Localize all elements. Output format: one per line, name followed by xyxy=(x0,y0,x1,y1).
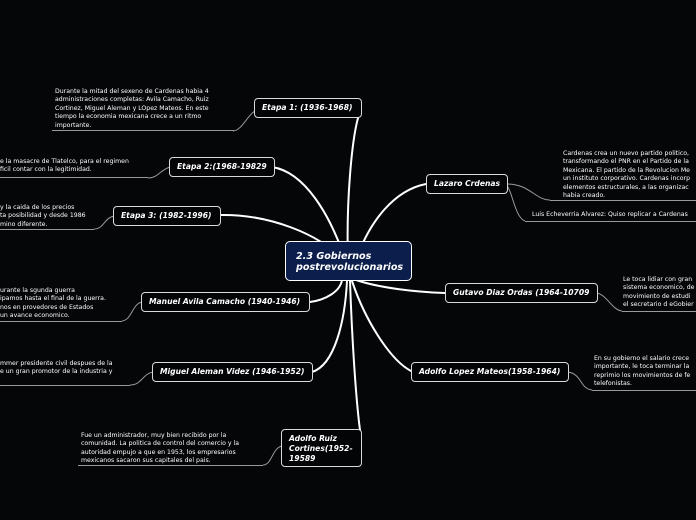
branch-label: Etapa 2:(1968-19829 xyxy=(177,162,267,171)
central-topic-line-1: 2.3 Gobiernos xyxy=(296,251,372,262)
branch-label-line-2: Cortines(1952- xyxy=(289,444,353,453)
note-line: mexicanos sacaron sus capitales del pais. xyxy=(81,457,211,465)
note-line: habia creado. xyxy=(563,192,606,200)
note-line: mino diferente. xyxy=(0,220,48,228)
note-underline xyxy=(78,465,263,466)
note-line: En su gobierno el salario crece xyxy=(594,355,690,362)
note-line: elementos estructurales, a las organizac xyxy=(563,183,689,191)
branch-label-line-3: 19589 xyxy=(289,454,316,463)
branch-label: Adolfo Lopez Mateos(1958-1964) xyxy=(419,367,561,376)
note-line: sistema economico, de xyxy=(623,284,695,292)
note-line: tiempo la economia mexicana crece a un ritmo xyxy=(55,113,202,121)
connector-lopez-mateos xyxy=(352,281,411,371)
note-etapa-3 xyxy=(0,204,94,229)
note-line: Cortinez, Miguel Aleman y LOpez Mateos. En este xyxy=(55,104,209,112)
note-aleman-videz xyxy=(0,360,130,377)
note-line: Luis Echeverria Alvarez: Quiso replicar a Cardenas xyxy=(532,211,688,218)
note-line: importante. xyxy=(55,121,92,129)
note-underline xyxy=(0,321,122,322)
note-line: Mexicana. El partido de la Revolucion Me xyxy=(563,166,690,174)
note-line: urante la sgunda guerra xyxy=(0,287,75,294)
note-lazaro-cardenas xyxy=(563,150,696,200)
note-avila-camacho xyxy=(0,287,122,321)
note-line: telefonistas. xyxy=(594,380,632,388)
note-underline xyxy=(622,311,696,312)
branch-ruiz-cortines[interactable] xyxy=(281,429,362,467)
branch-label: Miguel Aleman Videz (1946-1952) xyxy=(160,367,305,376)
note-line: ipamos hasta el final de la guerra. xyxy=(0,295,106,303)
note-line: Fue un administrador, muy bien recibido por la xyxy=(81,432,227,439)
note-line: Le toca lidiar con gran xyxy=(623,276,693,283)
note-line: un instituto corporativo. Cardenas incorp xyxy=(563,175,691,183)
note-underline xyxy=(0,177,148,178)
note-line: movimiento de estudi xyxy=(623,292,691,300)
note-ruiz-cortines xyxy=(81,432,263,466)
branch-lazaro-cardenas[interactable] xyxy=(426,174,508,194)
connector-diaz-ordaz xyxy=(356,280,445,293)
note-lopez-mateos xyxy=(594,355,696,389)
branch-label-line-1: Adolfo Ruiz xyxy=(289,434,337,443)
branch-label: Gutavo Diaz Ordas (1964-10709 xyxy=(453,288,590,297)
note-underline xyxy=(52,130,234,131)
note-line: Durante la mitad del sexeno de Cardenas habia 4 xyxy=(55,88,209,95)
central-topic-line-2: postrevolucionarios xyxy=(296,262,404,273)
note-line: Cardenas crea un nuevo partido politico, xyxy=(563,150,689,157)
branch-lopez-mateos[interactable] xyxy=(411,362,569,382)
note-underline xyxy=(592,390,696,391)
note-line: nos en provedores de Estados xyxy=(0,303,94,311)
connector-etapa-1 xyxy=(348,118,358,261)
note-line: reprimio los movimientos de fe xyxy=(594,371,691,379)
note-line: y la caida de los precios xyxy=(0,204,75,211)
note-underline xyxy=(525,221,696,222)
connector-avila-camacho xyxy=(310,280,342,302)
branch-label: Manuel Avila Camacho (1940-1946) xyxy=(149,297,301,306)
note-etapa-2 xyxy=(0,158,148,175)
connector-ruiz-cortines xyxy=(350,281,360,430)
branch-label: Etapa 1: (1936-1968) xyxy=(262,103,353,112)
note-line: e la masacre de Tlatelco, para el regimen xyxy=(0,158,129,165)
note-line: el secretario d eGobier xyxy=(623,301,694,309)
note-echeverria xyxy=(532,211,696,219)
branch-etapa-3[interactable] xyxy=(113,206,221,226)
note-etapa-1 xyxy=(55,88,235,130)
note-line: un avance economico. xyxy=(0,312,70,320)
branch-etapa-2[interactable] xyxy=(169,157,275,177)
note-line: mmer presidente civil despues de la xyxy=(0,360,113,367)
note-line: e un gran promotor de la industria y xyxy=(0,368,113,376)
note-line: transformando el PNR en el Partido de la xyxy=(563,158,689,166)
branch-diaz-ordaz[interactable] xyxy=(445,283,598,303)
branch-label: Lazaro Crdenas xyxy=(434,179,501,188)
note-line: comunidad. La politica de control del comercio y la xyxy=(81,440,239,448)
note-line: administraciones completas: Avila Camacho, Ruiz xyxy=(55,96,209,104)
note-line: importante, le toca terminar la xyxy=(594,363,690,371)
branch-etapa-1[interactable] xyxy=(254,98,362,118)
note-line: ficil contar con la legitimidad. xyxy=(0,166,92,174)
note-underline xyxy=(0,385,130,386)
note-line: autoridad empujo a que en 1953, los empresarios xyxy=(81,448,236,456)
branch-label: Etapa 3: (1982-1996) xyxy=(121,211,212,220)
note-underline xyxy=(550,200,696,201)
branch-avila-camacho[interactable] xyxy=(141,292,310,312)
branch-aleman-videz[interactable] xyxy=(152,362,313,382)
central-topic[interactable] xyxy=(285,241,412,281)
note-line: ta posibilidad y desde 1986 xyxy=(0,212,86,220)
note-diaz-ordaz xyxy=(623,276,696,310)
note-underline xyxy=(0,229,94,230)
